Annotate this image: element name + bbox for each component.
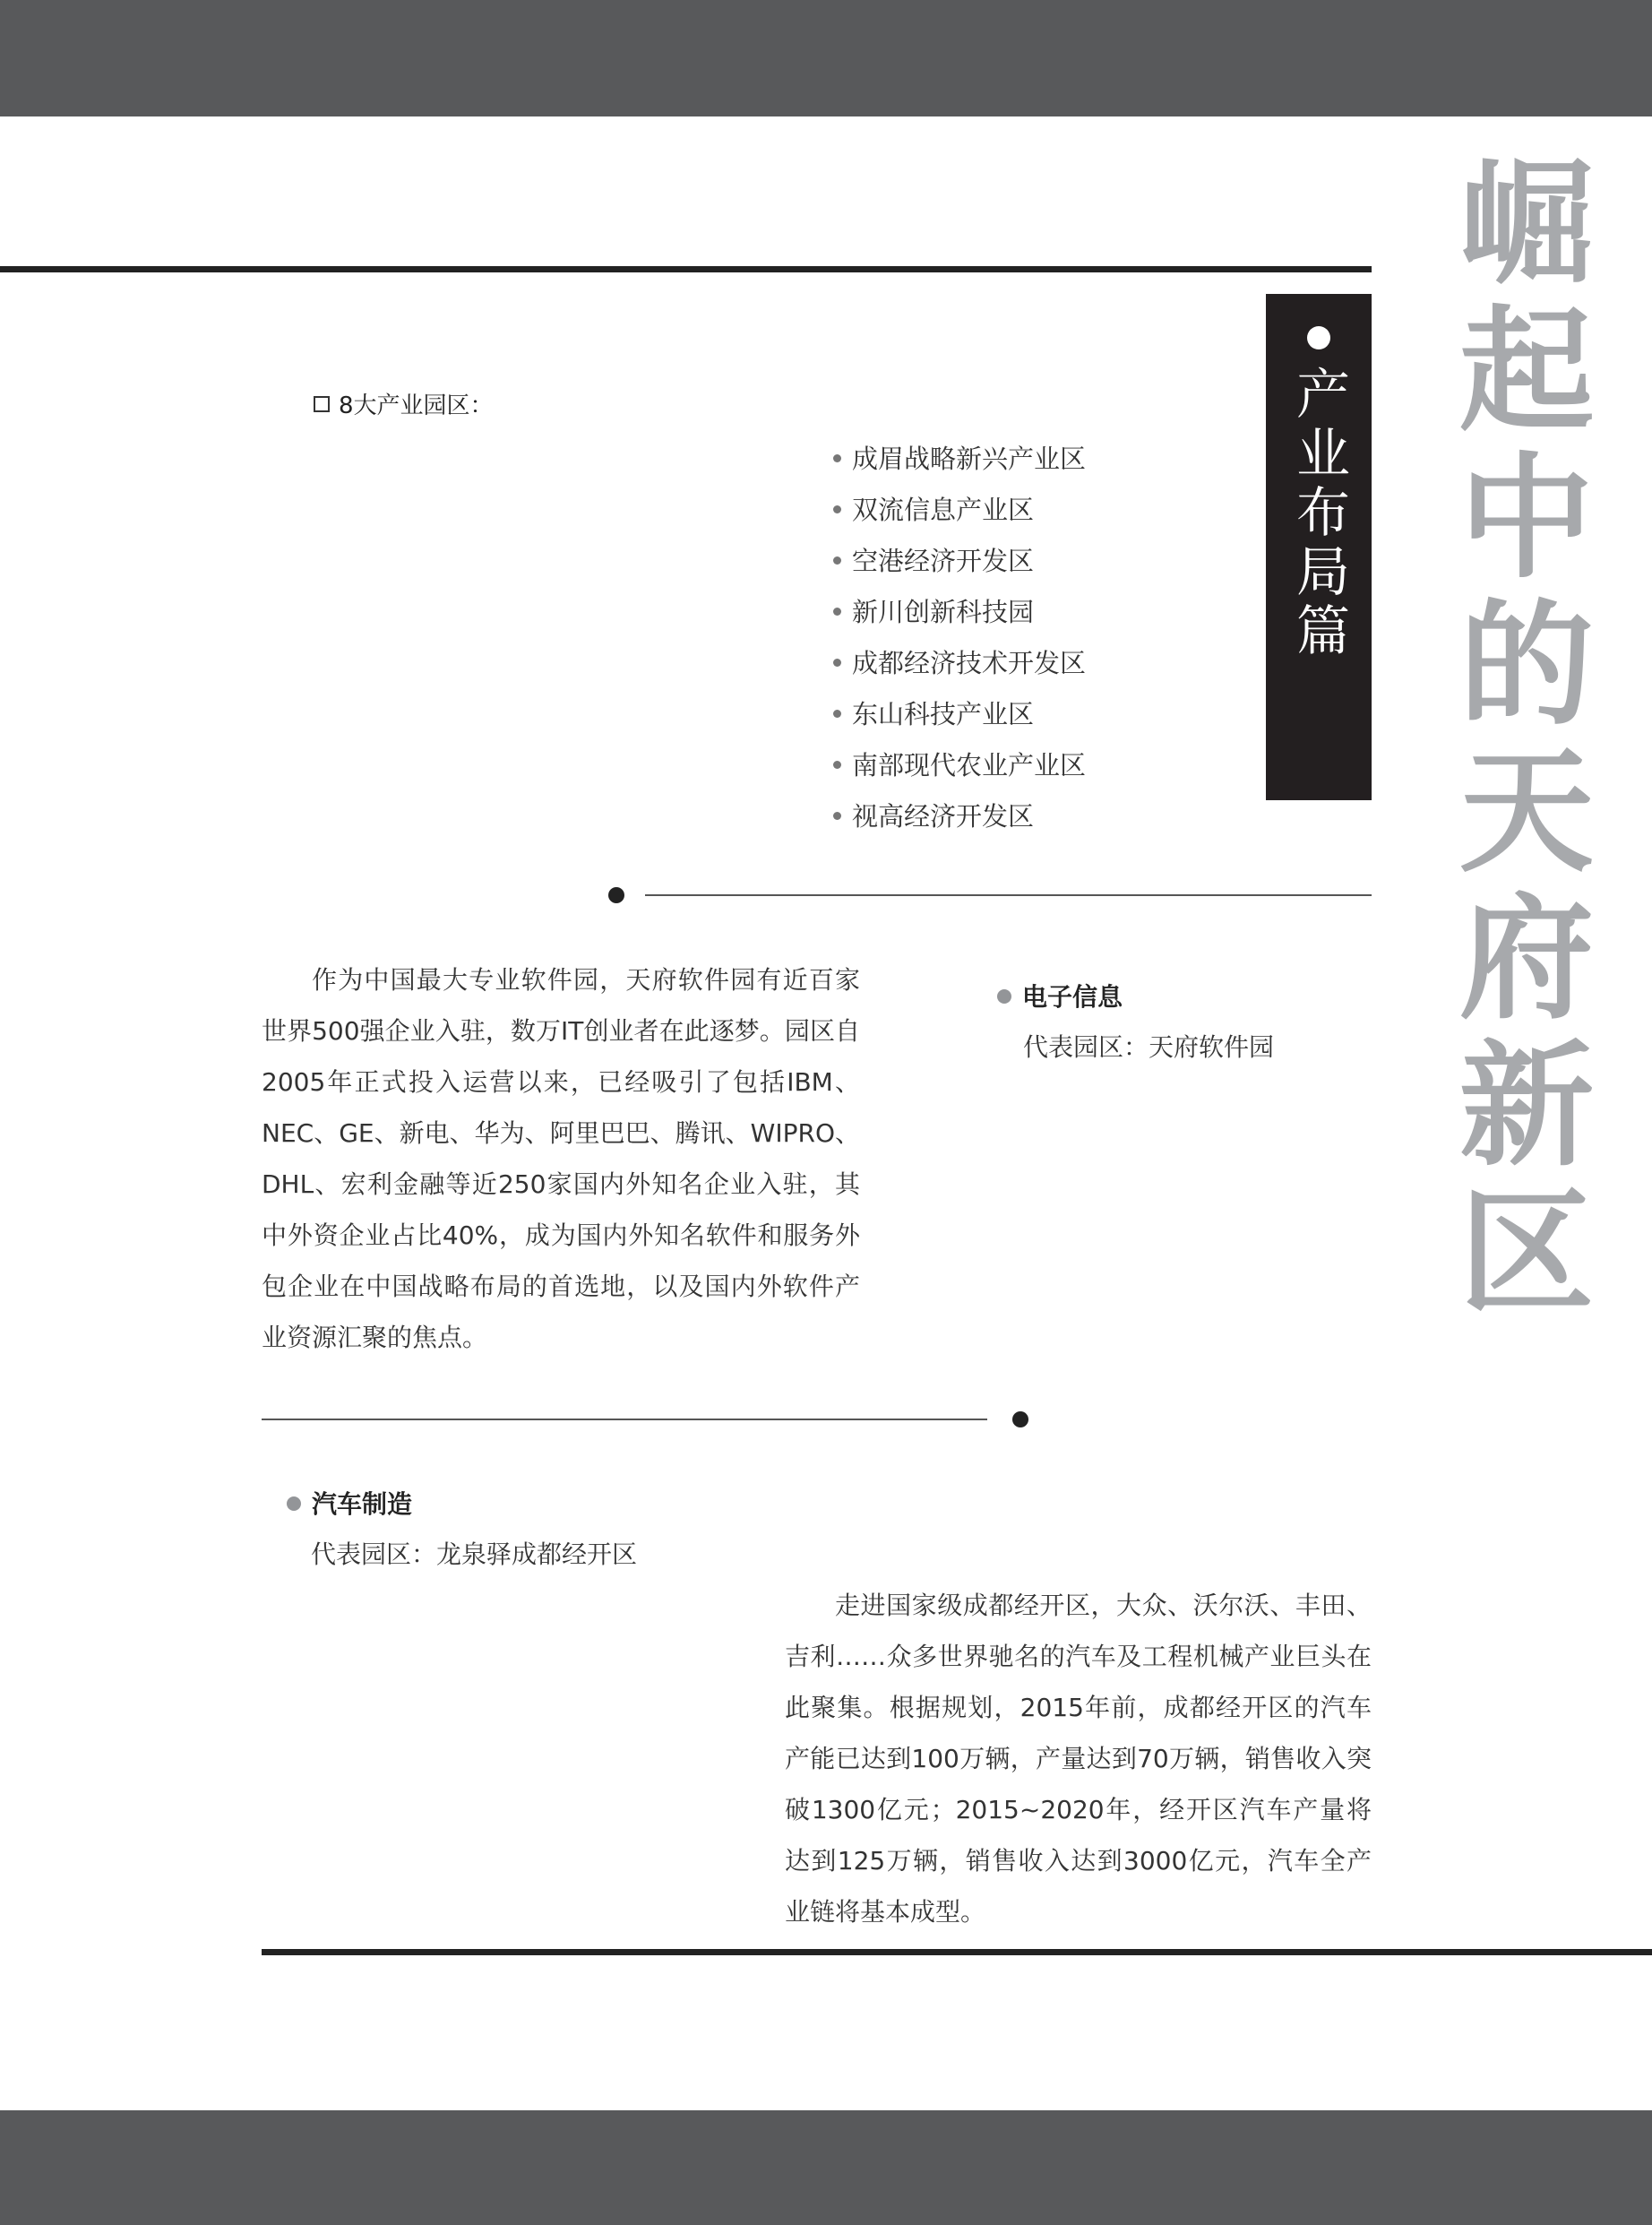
electronics-title: 电子信息 [1022,982,1123,1012]
top-band [0,0,1652,116]
electronics-heading [997,978,1123,1013]
divider-dot-icon [1012,1411,1028,1427]
category-bullet-icon [287,1496,301,1511]
parks-label [314,387,494,420]
electronics-park: 代表园区：天府软件园 [1023,1032,1275,1062]
page-vertical-title: 崛起中的天府新区 [1436,152,1592,1328]
electronics-paragraph: 作为中国最大专业软件园，天府软件园有近百家世界500强企业入驻，数万IT创业者在此逐梦。园区自2005年正式投入运营以来，已经吸引了包括IBM、NEC、GE、新电、华为、阿里巴巴、腾讯、WIPRO、DHL、宏利金融等近250家国内外知名企业入驻，其中外资企业占比40%，成为国内外知名软件和服务外包企业在中国战略布局的首选地，以及国内外软件产业资源汇聚的焦点。 [262,965,860,1352]
checkbox-square-icon [314,396,330,412]
park-list [833,434,1086,842]
divider-line [262,1419,987,1420]
automotive-title: 汽车制造 [312,1489,413,1519]
park-list-item: 双流信息产业区 [833,485,1086,536]
park-list-item: 空港经济开发区 [833,536,1086,587]
section-bullet-icon [1307,326,1330,349]
category-bullet-icon [997,989,1011,1004]
park-list-item: 南部现代农业产业区 [833,740,1086,791]
park-list-item: 视高经济开发区 [833,791,1086,842]
automotive-heading [287,1485,412,1521]
automotive-paragraph: 走进国家级成都经开区，大众、沃尔沃、丰田、吉利……众多世界驰名的汽车及工程机械产业巨头在此聚集。根据规划，2015年前，成都经开区的汽车产能已达到100万辆，产量达到70万辆，销售收入突破1300亿元；2015~2020年，经开区汽车产量将达到125万辆，销售收入达到3000亿元，汽车全产业链将基本成型。 [785,1591,1372,1927]
divider-line [645,894,1372,896]
divider-dot-icon [608,887,624,903]
parks-label-text: 8大产业园区： [339,392,494,419]
park-list-item: 成眉战略新兴产业区 [833,434,1086,485]
section-label-box [1266,294,1372,1066]
park-list-item: 成都经济技术开发区 [833,638,1086,689]
park-list-item: 新川创新科技园 [833,587,1086,638]
section-subtitle: (一) [1283,1021,1355,1066]
park-list-item: 东山科技产业区 [833,689,1086,740]
bottom-band [0,2110,1652,2225]
top-rule [0,266,1372,272]
bottom-rule [262,1949,1652,1955]
automotive-park: 代表园区：龙泉驿成都经开区 [311,1539,638,1569]
section-title: 产业布局篇 [1287,366,1350,661]
